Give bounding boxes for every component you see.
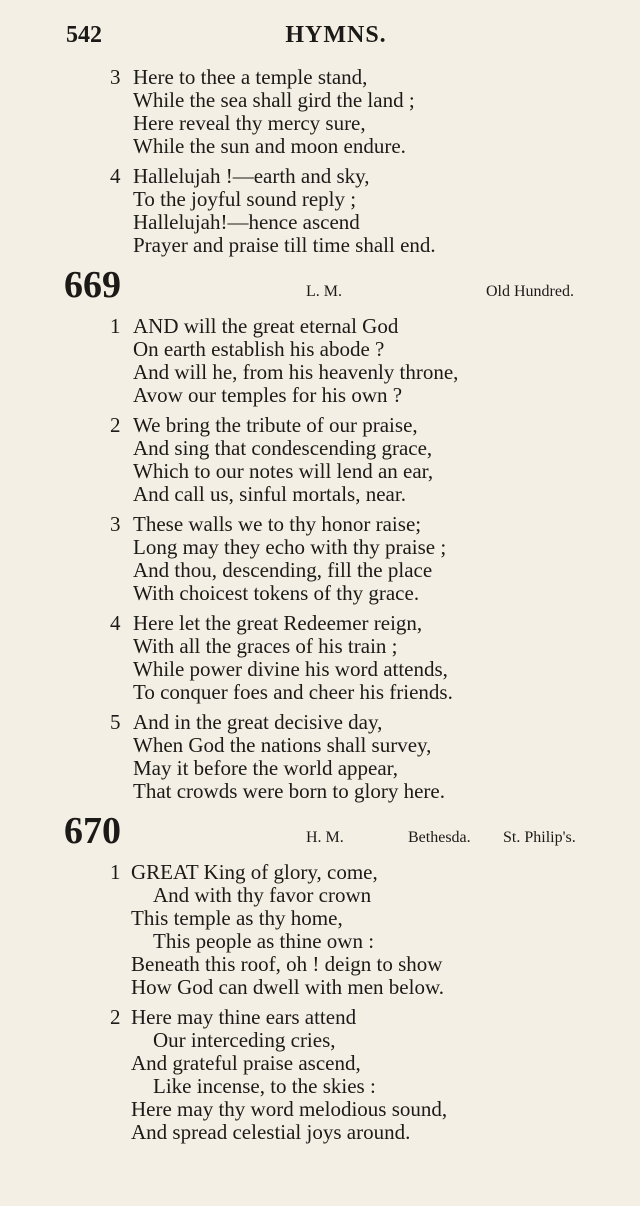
verse-line: Here let the great Redeemer reign, <box>133 611 423 635</box>
hymn-number: 669 <box>64 264 121 306</box>
page-header <box>66 22 606 52</box>
hymn-heading <box>0 810 640 861</box>
verse-line: Like incense, to the skies : <box>153 1074 376 1098</box>
running-title: HYMNS. <box>285 22 387 48</box>
verse-line: While the sun and moon endure. <box>133 134 406 158</box>
stanza <box>0 711 640 803</box>
verse-line: And sing that condescending grace, <box>133 436 433 460</box>
verse-line: And grateful praise ascend, <box>131 1051 361 1075</box>
stanza <box>0 165 640 257</box>
verse-line: These walls we to thy honor raise; <box>133 512 422 536</box>
verse-line: How God can dwell with men below. <box>131 975 444 999</box>
verse-line: Beneath this roof, oh ! deign to show <box>131 952 443 976</box>
stanza <box>0 315 640 407</box>
verse-line: And will he, from his heavenly throne, <box>133 360 459 384</box>
verse-line: This people as thine own : <box>153 929 375 953</box>
stanza-number: 1 <box>110 860 121 884</box>
stanza <box>0 414 640 506</box>
verse-line: With choicest tokens of thy grace. <box>133 581 420 605</box>
verse-line: AND will the great eternal God <box>133 314 399 338</box>
verse-line: Our interceding cries, <box>153 1028 336 1052</box>
stanza <box>0 612 640 704</box>
verse-line: With all the graces of his train ; <box>133 634 398 658</box>
verse-line: On earth establish his abode ? <box>133 337 385 361</box>
hymn-meter: H. M. <box>306 829 344 846</box>
verse-line: And thou, descending, fill the place <box>133 558 433 582</box>
verse-line: We bring the tribute of our praise, <box>133 413 418 437</box>
verse-line: To conquer foes and cheer his friends. <box>133 680 453 704</box>
page-content <box>0 66 640 1151</box>
tune-name: St. Philip's. <box>503 829 576 846</box>
stanza-number: 2 <box>110 1005 121 1029</box>
verse-line: Avow our temples for his own ? <box>133 383 403 407</box>
verse-line: And spread celestial joys around. <box>131 1120 411 1144</box>
verse-line: May it before the world appear, <box>133 756 399 780</box>
verse-line: Here to thee a temple stand, <box>133 65 368 89</box>
verse-line: GREAT King of glory, come, <box>131 860 378 884</box>
verse-line: Here may thy word melodious sound, <box>131 1097 448 1121</box>
verse-line: That crowds were born to glory here. <box>133 779 445 803</box>
verse-line: Hallelujah !—earth and sky, <box>133 164 370 188</box>
tune-name: Old Hundred. <box>486 283 574 300</box>
stanza-number: 4 <box>110 164 121 188</box>
verse-line: Hallelujah!—hence ascend <box>133 210 360 234</box>
verse-line: To the joyful sound reply ; <box>133 187 357 211</box>
stanza-number: 5 <box>110 710 121 734</box>
hymn-number: 670 <box>64 810 121 852</box>
tune-name: Bethesda. <box>408 829 471 846</box>
stanza-number: 4 <box>110 611 121 635</box>
page-number: 542 <box>66 22 102 48</box>
verse-line: Long may they echo with thy praise ; <box>133 535 447 559</box>
verse-line: While power divine his word attends, <box>133 657 448 681</box>
verse-line: While the sea shall gird the land ; <box>133 88 415 112</box>
verse-line: And call us, sinful mortals, near. <box>133 482 406 506</box>
stanza-number: 2 <box>110 413 121 437</box>
verse-line: And in the great decisive day, <box>133 710 383 734</box>
verse-line: This temple as thy home, <box>131 906 343 930</box>
hymn-meter: L. M. <box>306 283 342 300</box>
verse-line: Here may thine ears attend <box>131 1005 357 1029</box>
stanza <box>0 513 640 605</box>
stanza-number: 3 <box>110 65 121 89</box>
stanza-number: 3 <box>110 512 121 536</box>
verse-line: Prayer and praise till time shall end. <box>133 233 436 257</box>
stanza <box>0 1006 640 1144</box>
verse-line: Here reveal thy mercy sure, <box>133 111 366 135</box>
verse-line: Which to our notes will lend an ear, <box>133 459 434 483</box>
stanza <box>0 861 640 999</box>
verse-line: When God the nations shall survey, <box>133 733 432 757</box>
stanza-number: 1 <box>110 314 121 338</box>
verse-line: And with thy favor crown <box>153 883 372 907</box>
stanza <box>0 66 640 158</box>
hymn-heading <box>0 264 640 315</box>
